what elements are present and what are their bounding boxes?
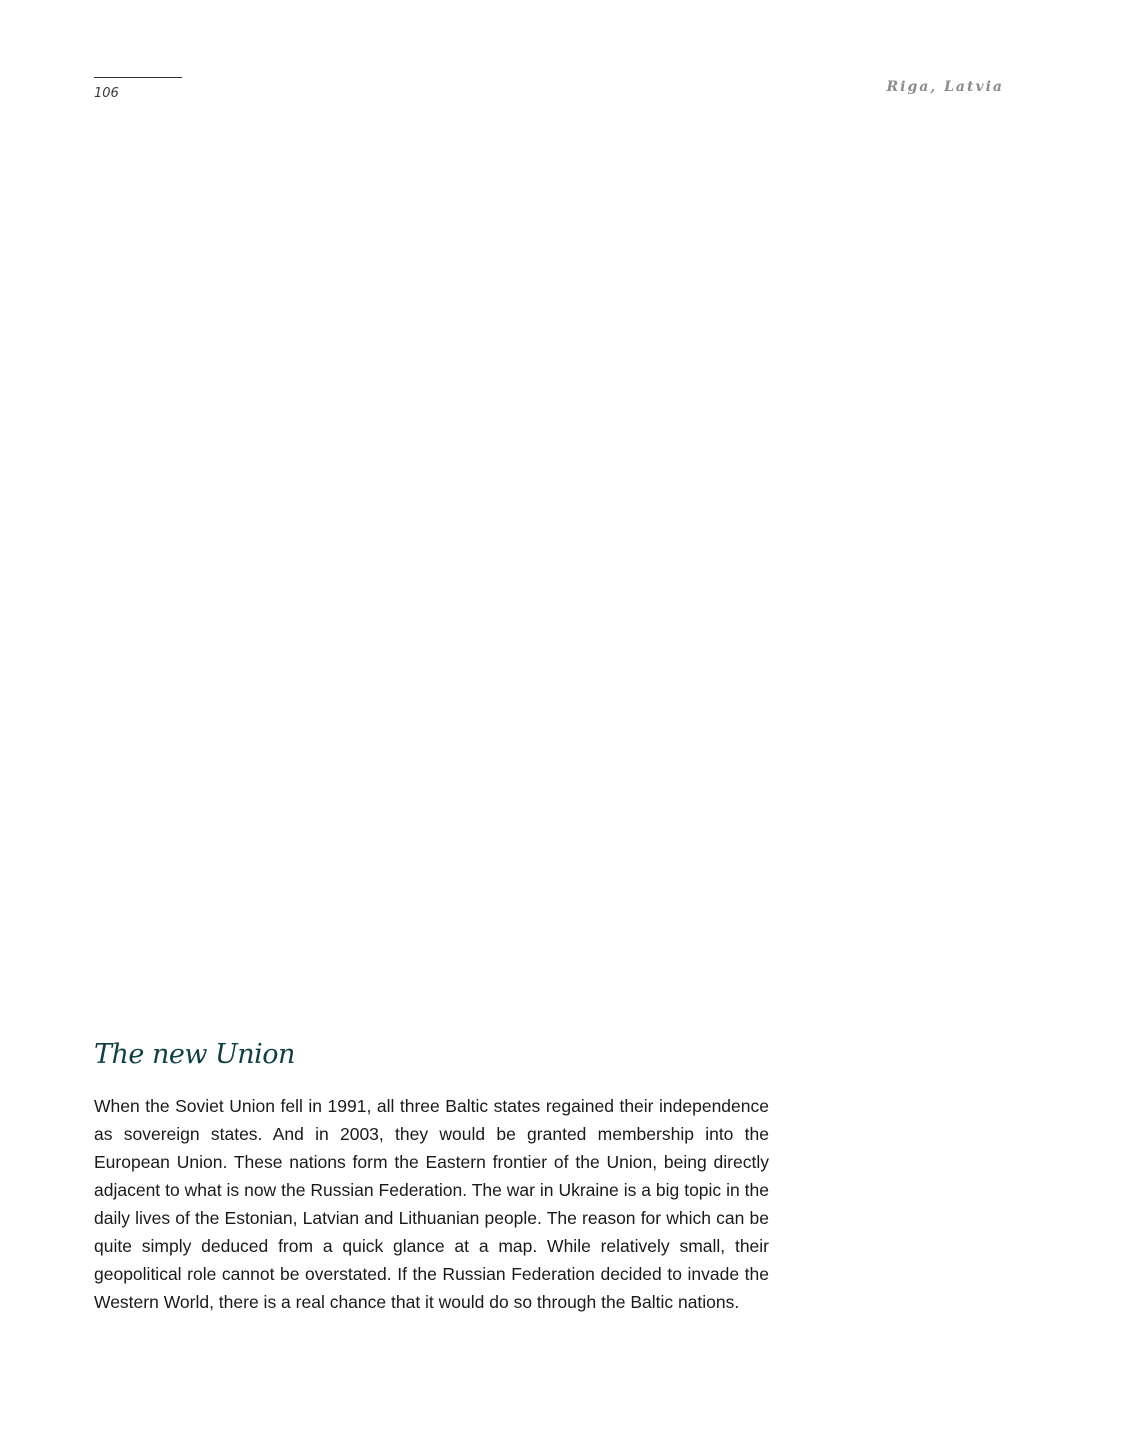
section-title: The new Union [94, 1039, 295, 1070]
body-paragraph: When the Soviet Union fell in 1991, all three Baltic states regained their independence as sovereign states. And in 2003, they would be granted membership into the European Union. These nations form the Eastern frontier of the Union, being directly adjacent to what is now the Russian Federation. The war in Ukraine is a big topic in the daily lives of the Estonian, Latvian and Lithuanian people. The reason for which can be quite simply deduced from a quick glance at a map. While relatively small, their geopolitical role cannot be overstated. If the Russian Federation decided to invade the Western World, there is a real chance that it would do so through the Baltic nations. [94, 1096, 769, 1312]
running-head: Riga, Latvia [886, 79, 1004, 95]
page-number: 106 [94, 86, 119, 101]
header-rule [94, 77, 182, 78]
